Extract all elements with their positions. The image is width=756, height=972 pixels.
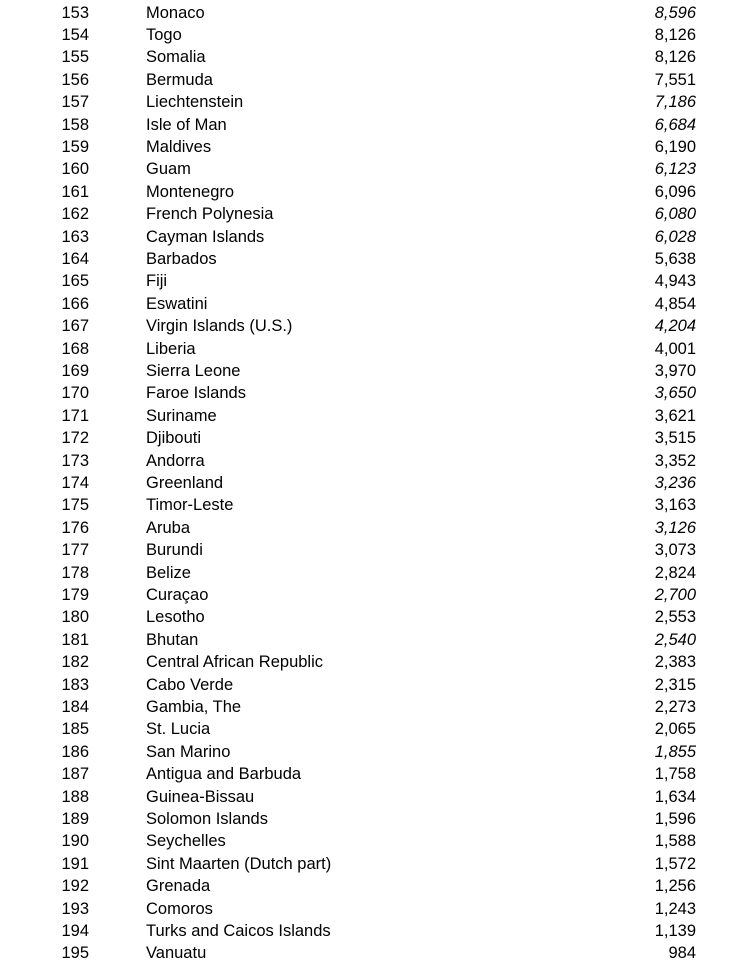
rank-cell: 156 — [61, 70, 89, 89]
table-row — [0, 920, 756, 942]
value-cell: 1,596 — [654, 809, 696, 828]
table-row — [0, 181, 756, 203]
rank-cell: 192 — [61, 877, 89, 896]
country-cell: Grenada — [146, 877, 211, 896]
country-cell: Gambia, The — [146, 697, 242, 716]
value-cell: 6,080 — [654, 205, 696, 224]
value-cell: 2,824 — [654, 563, 696, 582]
table-row — [0, 427, 756, 449]
country-cell: Isle of Man — [146, 115, 227, 134]
rank-cell: 169 — [61, 361, 89, 380]
rank-cell: 184 — [61, 697, 89, 716]
value-cell: 2,553 — [654, 608, 696, 627]
country-cell: Aruba — [146, 518, 191, 537]
value-cell: 1,855 — [654, 742, 696, 761]
value-cell: 2,383 — [654, 653, 696, 672]
value-cell: 1,243 — [654, 899, 696, 918]
country-cell: Central African Republic — [146, 653, 324, 672]
country-cell: Djibouti — [146, 429, 202, 448]
rank-cell: 188 — [61, 787, 89, 806]
country-cell: St. Lucia — [146, 720, 211, 739]
value-cell: 4,001 — [654, 339, 696, 358]
rank-cell: 166 — [61, 294, 89, 313]
value-cell: 8,126 — [654, 25, 696, 44]
country-cell: Suriname — [146, 406, 217, 425]
country-cell: Burundi — [146, 541, 203, 560]
rank-cell: 161 — [61, 182, 89, 201]
rank-cell: 167 — [61, 317, 89, 336]
table-row — [0, 696, 756, 718]
rank-cell: 172 — [61, 429, 89, 448]
value-cell: 6,096 — [654, 182, 696, 201]
country-cell: Faroe Islands — [146, 384, 246, 403]
rank-cell: 176 — [61, 518, 89, 537]
table-row — [0, 450, 756, 472]
rank-cell: 171 — [61, 406, 89, 425]
rank-cell: 158 — [61, 115, 89, 134]
country-cell: San Marino — [146, 742, 231, 761]
table-row — [0, 270, 756, 292]
country-cell: Liberia — [146, 339, 196, 358]
table-row — [0, 46, 756, 68]
rank-cell: 195 — [61, 944, 89, 963]
rank-cell: 154 — [61, 25, 89, 44]
table-row — [0, 338, 756, 360]
country-cell: Vanuatu — [146, 944, 207, 963]
table-row — [0, 382, 756, 404]
table-row — [0, 808, 756, 830]
table-row — [0, 360, 756, 382]
value-cell: 8,596 — [654, 3, 696, 22]
rank-cell: 163 — [61, 227, 89, 246]
table-row — [0, 674, 756, 696]
value-cell: 5,638 — [654, 249, 696, 268]
rank-cell: 177 — [61, 541, 89, 560]
rank-cell: 189 — [61, 809, 89, 828]
rank-cell: 193 — [61, 899, 89, 918]
rank-cell: 180 — [61, 608, 89, 627]
value-cell: 2,540 — [654, 630, 696, 649]
table-row — [0, 2, 756, 24]
value-cell: 3,163 — [654, 496, 696, 515]
value-cell: 3,352 — [654, 451, 696, 470]
country-cell: Montenegro — [146, 182, 235, 201]
value-cell: 3,073 — [654, 541, 696, 560]
table-row — [0, 629, 756, 651]
country-cell: Bermuda — [146, 70, 213, 89]
country-cell: Sierra Leone — [146, 361, 241, 380]
country-cell: Monaco — [146, 3, 205, 22]
rank-cell: 178 — [61, 563, 89, 582]
table-row — [0, 472, 756, 494]
value-cell: 6,028 — [654, 227, 696, 246]
rank-cell: 162 — [61, 205, 89, 224]
country-cell: Greenland — [146, 473, 224, 492]
value-cell: 4,943 — [654, 272, 696, 291]
rank-cell: 168 — [61, 339, 89, 358]
table-row — [0, 942, 756, 964]
value-cell: 3,621 — [654, 406, 696, 425]
table-row — [0, 830, 756, 852]
rank-cell: 153 — [61, 3, 89, 22]
value-cell: 2,065 — [654, 720, 696, 739]
rank-cell: 173 — [61, 451, 89, 470]
value-cell: 3,970 — [654, 361, 696, 380]
country-cell: Antigua and Barbuda — [146, 765, 302, 784]
table-row — [0, 158, 756, 180]
table-row — [0, 606, 756, 628]
country-cell: Fiji — [146, 272, 168, 291]
rank-cell: 159 — [61, 137, 89, 156]
table-row — [0, 136, 756, 158]
value-cell: 1,634 — [654, 787, 696, 806]
value-cell: 3,126 — [654, 518, 696, 537]
value-cell: 3,650 — [654, 384, 696, 403]
rank-cell: 179 — [61, 585, 89, 604]
value-cell: 1,139 — [654, 921, 696, 940]
rank-cell: 187 — [61, 765, 89, 784]
country-cell: Seychelles — [146, 832, 226, 851]
rank-cell: 174 — [61, 473, 89, 492]
country-cell: Turks and Caicos Islands — [146, 921, 331, 940]
value-cell: 1,758 — [654, 765, 696, 784]
table-row — [0, 24, 756, 46]
rank-cell: 181 — [61, 630, 89, 649]
rank-cell: 190 — [61, 832, 89, 851]
country-cell: Cabo Verde — [146, 675, 234, 694]
table-row — [0, 562, 756, 584]
value-cell: 8,126 — [654, 48, 696, 67]
country-cell: Timor-Leste — [146, 496, 234, 515]
country-cell: Comoros — [146, 899, 213, 918]
rank-cell: 165 — [61, 272, 89, 291]
value-cell: 2,700 — [654, 585, 696, 604]
country-cell: Lesotho — [146, 608, 205, 627]
table-row — [0, 651, 756, 673]
country-cell: Andorra — [146, 451, 205, 470]
table-row — [0, 853, 756, 875]
table-row — [0, 584, 756, 606]
rank-cell: 164 — [61, 249, 89, 268]
table-row — [0, 226, 756, 248]
table-row — [0, 494, 756, 516]
value-cell: 3,236 — [654, 473, 696, 492]
value-cell: 7,186 — [654, 93, 696, 112]
table-row — [0, 898, 756, 920]
country-cell: Barbados — [146, 249, 217, 268]
rank-cell: 186 — [61, 742, 89, 761]
country-cell: Curaçao — [146, 585, 209, 604]
value-cell: 1,256 — [654, 877, 696, 896]
value-cell: 6,190 — [654, 137, 696, 156]
value-cell: 4,854 — [654, 294, 696, 313]
table-row — [0, 741, 756, 763]
country-cell: Cayman Islands — [146, 227, 265, 246]
country-cell: Belize — [146, 563, 191, 582]
table-row — [0, 248, 756, 270]
value-cell: 7,551 — [654, 70, 696, 89]
table-row — [0, 875, 756, 897]
value-cell: 3,515 — [654, 429, 696, 448]
table-row — [0, 718, 756, 740]
value-cell: 6,123 — [654, 160, 696, 179]
value-cell: 1,588 — [654, 832, 696, 851]
country-cell: Maldives — [146, 137, 212, 156]
table-row — [0, 539, 756, 561]
rank-cell: 155 — [61, 48, 89, 67]
value-cell: 2,273 — [654, 697, 696, 716]
country-cell: French Polynesia — [146, 205, 274, 224]
country-cell: Virgin Islands (U.S.) — [146, 317, 293, 336]
country-cell: Eswatini — [146, 294, 208, 313]
value-cell: 6,684 — [654, 115, 696, 134]
table-row — [0, 517, 756, 539]
rank-cell: 160 — [61, 160, 89, 179]
rank-cell: 183 — [61, 675, 89, 694]
table-row — [0, 293, 756, 315]
rank-cell: 175 — [61, 496, 89, 515]
country-cell: Bhutan — [146, 630, 199, 649]
value-cell: 4,204 — [654, 317, 696, 336]
country-cell: Liechtenstein — [146, 93, 244, 112]
value-cell: 984 — [668, 944, 696, 963]
rank-cell: 194 — [61, 921, 89, 940]
country-cell: Sint Maarten (Dutch part) — [146, 854, 332, 873]
table-row — [0, 405, 756, 427]
table-row — [0, 114, 756, 136]
country-cell: Guinea-Bissau — [146, 787, 255, 806]
country-cell: Solomon Islands — [146, 809, 268, 828]
table-row — [0, 786, 756, 808]
country-cell: Togo — [146, 25, 182, 44]
table-row — [0, 315, 756, 337]
country-cell: Guam — [146, 160, 191, 179]
value-cell: 1,572 — [654, 854, 696, 873]
table-row — [0, 763, 756, 785]
table-row — [0, 91, 756, 113]
country-cell: Somalia — [146, 48, 206, 67]
rank-cell: 157 — [61, 93, 89, 112]
value-cell: 2,315 — [654, 675, 696, 694]
table-row — [0, 69, 756, 91]
rank-cell: 191 — [61, 854, 89, 873]
rank-cell: 170 — [61, 384, 89, 403]
rank-cell: 182 — [61, 653, 89, 672]
rank-cell: 185 — [61, 720, 89, 739]
table-row — [0, 203, 756, 225]
